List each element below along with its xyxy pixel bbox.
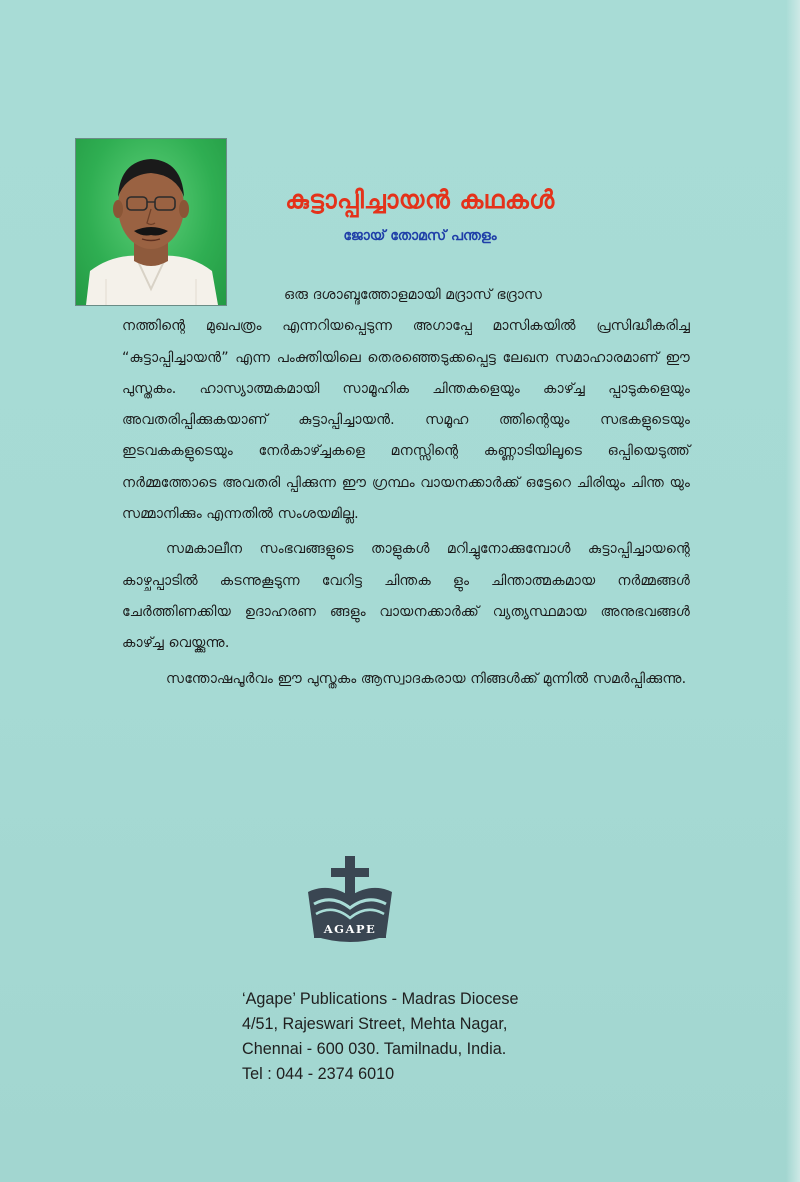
blurb-paragraph-1-body: നത്തിന്റെ മുഖപത്രം എന്നറിയപ്പെടുന്ന അഗാപ്പേ മാസികയിൽ പ്രസിദ്ധീകരിച്ച “കുട്ടാപ്പിച്ചായൻ” എന്ന പംക്തിയിലെ തെരഞ്ഞെടുക്കപ്പെട്ട ലേഖന സമാഹാരമാണ് ഈ പുസ്തകം. ഹാസ്യാത്മകമായി സാമൂഹിക ചിന്തകളെയും കാഴ്ച്ച പ്പാടുകളെയും അവതരിപ്പിക്കുകയാണ് കുട്ടാപ്പിച്ചായൻ. സമൂഹ ത്തിന്റെയും സഭകളുടെയും ഇടവകകളുടെയും നേർകാഴ്ച്ചകളെ മനസ്സിന്റെ കണ്ണാടിയിലൂടെ ഒപ്പിയെടുത്ത് നർമ്മത്തോടെ അവതരി പ്പിക്കുന്ന ഈ ഗ്രന്ഥം വായനക്കാർക്ക് ഒട്ടേറെ ചിരിയും ചിന്ത യും സമ്മാനിക്കും എന്നതിൽ സംശയമില്ല. <box>122 318 690 523</box>
blurb-text <box>122 280 690 695</box>
publisher-address <box>242 987 562 1087</box>
publisher-logo-text: AGAPE <box>323 922 377 936</box>
blurb-paragraph-3: സന്തോഷപൂർവം ഈ പുസ്തകം ആസ്വാദകരായ നിങ്ങൾക്ക് മുന്നിൽ സമർപ്പിക്കുന്നു. <box>166 670 687 687</box>
book-title: കുട്ടാപ്പിച്ചായൻ കഥകൾ <box>285 185 555 214</box>
author-name: ജോയ് തോമസ് പന്തളം <box>343 228 497 244</box>
blurb-paragraph-2: സമകാലീന സംഭവങ്ങളുടെ താളുകൾ മറിച്ചുനോക്കുമ്പോൾ കുട്ടാപ്പിച്ചായന്റെ കാഴ്ചപ്പാടിൽ കടന്നുകൂടുന്ന വേറിട്ട ചിന്തക ളും ചിന്താത്മകമായ നർമ്മങ്ങൾ ചേർത്തിണക്കിയ ഉദാഹരണ ങ്ങളും വായനക്കാർക്ക് വ്യത്യസ്ഥമായ അനുഭവങ്ങൾ കാഴ്ച്ച വെയ്ക്കുന്നു. <box>122 541 690 652</box>
address-line-2: Chennai - 600 030. Tamilnadu, India. <box>242 1040 507 1058</box>
blurb-paragraph-1-lead: ഒരു ദശാബ്ദത്തോളമായി മദ്രാസ് ഭദ്രാസ <box>284 287 543 303</box>
blurb-paragraph-1 <box>122 280 690 530</box>
address-line-1: 4/51, Rajeswari Street, Mehta Nagar, <box>242 1015 508 1033</box>
publisher-logo-icon <box>300 852 400 957</box>
publisher-name: ‘Agape’ Publications - Madras Diocese <box>242 990 519 1008</box>
publisher-phone: Tel : 044 - 2374 6010 <box>242 1065 395 1083</box>
